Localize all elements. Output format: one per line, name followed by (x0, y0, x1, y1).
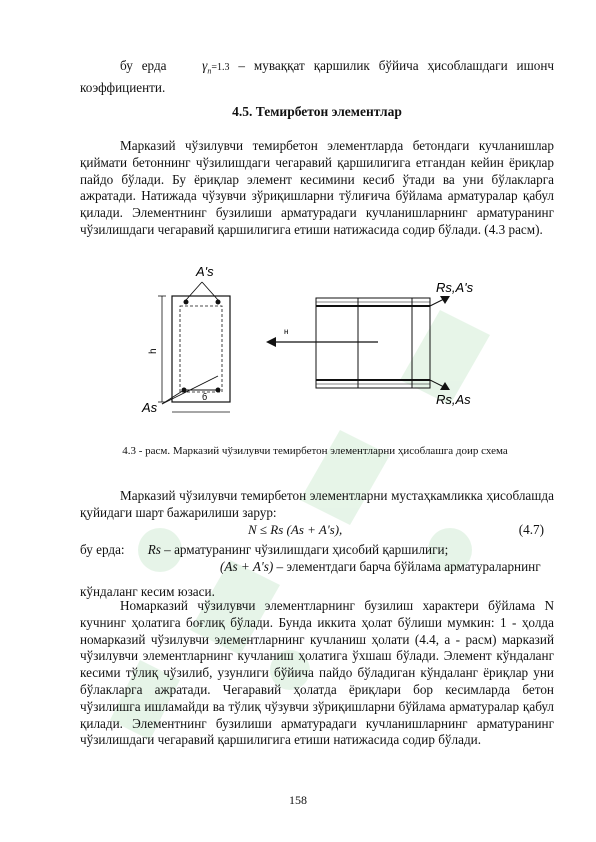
page-number: 158 (289, 793, 307, 807)
label-as-top: A's (196, 264, 214, 279)
element-elevation-diagram (268, 298, 446, 388)
equation-number: (4.7) (518, 522, 544, 537)
paragraph-2-text: Марказий чўзилувчи темирбетон элементларни мустаҳкамликка ҳисоблашда қуйидаги шарт бажарилиши зарур: (80, 488, 554, 520)
gamma-subscript: n (207, 66, 212, 76)
gamma-symbol: γ (202, 58, 208, 73)
where-sum: (As + A's) (220, 558, 274, 574)
rebar-top-left (184, 300, 189, 305)
paragraph-3 (80, 598, 554, 749)
rebar-top-right (216, 300, 221, 305)
force-arrow-head (266, 337, 276, 347)
label-n: н (284, 327, 289, 336)
where-text-3: кўндаланг кесим юзаси. (80, 583, 215, 599)
paragraph-2 (80, 488, 554, 522)
where-rs: Rs (147, 542, 161, 557)
where-text-2: – элементдаги барча бўйлама арматураларнинг (276, 558, 541, 574)
where-prefix: бу ерда: (80, 542, 125, 557)
intro-text: – муваққат қаршилик бўйича ҳисоблашдаги ишонч коэффициенти. (80, 58, 555, 96)
where-text-1: – арматуранинг чўзилишдаги ҳисобий қаршилиги; (164, 542, 449, 557)
label-as-bottom: As (142, 400, 158, 415)
figure-caption: 4.3 - расм. Марказий чўзилувчи темирбетон элементларни ҳисоблашга доир схема (122, 445, 508, 457)
label-rs-as-top: Rs,A's (436, 280, 474, 295)
label-h: h (148, 348, 159, 354)
rebar-bottom-right (216, 388, 221, 393)
paragraph-1 (80, 138, 554, 239)
paragraph-1-text: Марказий чўзилувчи темирбетон элементларда бетондаги кучланишлар қиймати бетоннинг чўзилишдаги чегаравий қаршилигига етгандан кейин ёриқлар пайдо бўлади. Бу ёриқлар элемент кесимини кесиб ўтади ва уни бўлакларга ажратади. Натижада чўзувчи зўриқишларни тўлиғича бўйлама арматуралар қабул қилади. Элементнинг бузилиши арматурадаги кучланишларнинг арматуранинг чўзилишдаги чегаравий қаршилигига етиши натижасида содир бўлади. (4.3 расм). (80, 138, 554, 237)
intro-paragraph (80, 58, 554, 97)
equation-row (80, 522, 554, 540)
where-block (80, 542, 554, 600)
equation: N ≤ Rs (As + A's), (248, 522, 343, 537)
section-title: 4.5. Темирбетон элементлар (232, 104, 402, 119)
gamma-value: =1.3 (211, 62, 230, 73)
figure-4-3 (140, 262, 480, 422)
label-rs-as-bottom: Rs,As (436, 392, 471, 407)
label-b: б (202, 392, 208, 402)
rebar-bottom-left (182, 388, 187, 393)
paragraph-3-text: Номарказий чўзилувчи элементларнинг бузилиш характери бўйлама N кучнинг ҳолатига боғлиқ бўлади. Бунда иккита ҳолат бўлиши мумкин: 1 - ҳолда номарказий чўзилувчи элементларнинг кучланиш ҳолати (4.4, а - расм) марказий чўзилувчи элементларнинг кучланиш ҳолатига ўхшаш бўлади. Элемент кўндаланг кесими тўлиқ чўзилиб, узунлиги бўйича пайдо бўладиган кўндаланг ёриқлар уни бўлакларга ажратади. Чегаравий ҳолатда ёриқлари бор кесимларда бетон чўзилишга ишламайди ва тўлиқ чўзувчи зўриқишларни бўйлама арматуралар қабул қилади. Элементнинг бузилиши арматурадаги кучланишларнинг арматуранинг чўзилишдаги чегаравий қаршилигига етиши натижасида содир бўлади. (80, 598, 554, 748)
intro-prefix: бу ерда (120, 58, 167, 73)
